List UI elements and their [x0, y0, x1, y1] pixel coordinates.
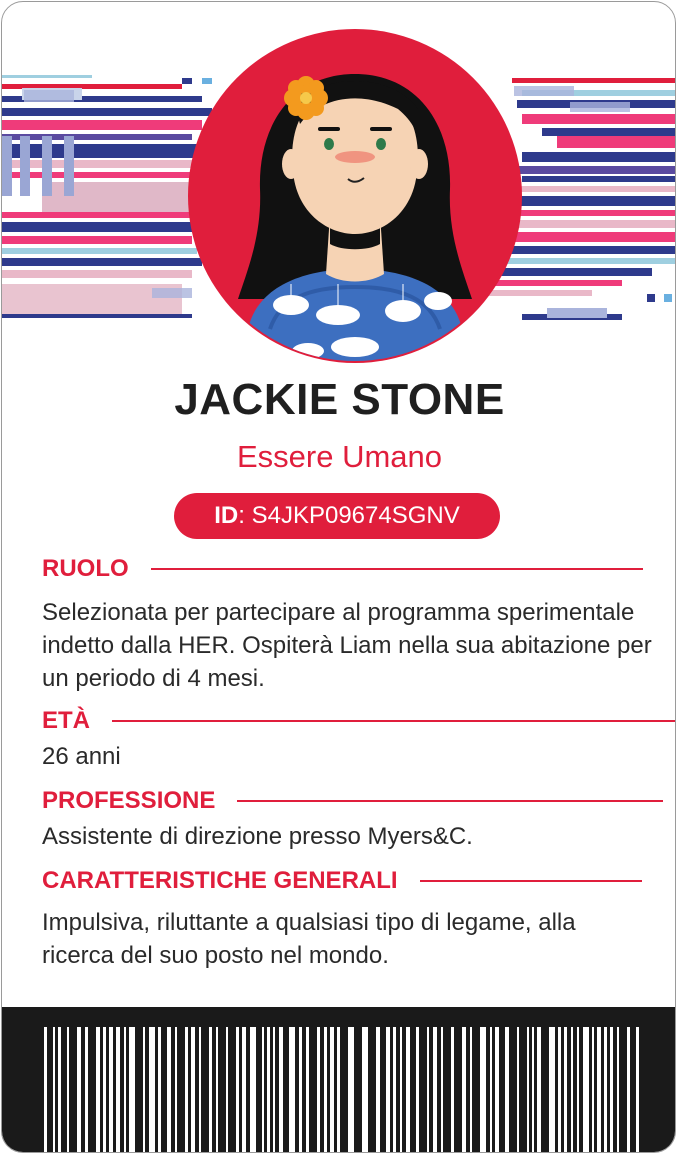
barcode-bar — [191, 1027, 195, 1153]
barcode-bar — [400, 1027, 402, 1153]
barcode-bar — [158, 1027, 161, 1153]
barcode-bar — [571, 1027, 573, 1153]
barcode-bar — [103, 1027, 106, 1153]
barcode-bar — [267, 1027, 270, 1153]
barcode-bar — [490, 1027, 492, 1153]
barcode-bar — [58, 1027, 61, 1153]
barcode-bar — [216, 1027, 218, 1153]
barcode-bar — [636, 1027, 639, 1153]
section-heading-professione: PROFESSIONE — [42, 787, 663, 815]
barcode-bar — [317, 1027, 320, 1153]
barcode-bar — [549, 1027, 555, 1153]
section-text-eta: 26 anni — [42, 743, 121, 770]
barcode-bar — [124, 1027, 126, 1153]
barcode-bar — [441, 1027, 443, 1153]
person-name: JACKIE STONE — [174, 375, 505, 424]
barcode-bar — [617, 1027, 619, 1153]
section-heading-caratteristiche: CARATTERISTICHE GENERALI — [42, 867, 642, 895]
barcode-bar — [226, 1027, 228, 1153]
barcode-bar — [451, 1027, 454, 1153]
barcode-bar — [109, 1027, 113, 1153]
barcode-bar — [376, 1027, 380, 1153]
barcode-bar — [149, 1027, 155, 1153]
barcode-bar — [362, 1027, 368, 1153]
barcode-bar — [337, 1027, 340, 1153]
barcode-bar — [299, 1027, 302, 1153]
barcode-bar — [564, 1027, 567, 1153]
barcode-bar — [167, 1027, 171, 1153]
barcode-bar — [185, 1027, 188, 1153]
barcode-bar — [262, 1027, 264, 1153]
barcode-bar — [279, 1027, 283, 1153]
orange-flower-icon — [284, 76, 328, 120]
barcode-bar — [527, 1027, 529, 1153]
barcode-bar — [330, 1027, 334, 1153]
barcode-bar — [604, 1027, 607, 1153]
barcode-bar — [470, 1027, 472, 1153]
barcode-bar — [306, 1027, 309, 1153]
section-heading-eta: ETÀ — [42, 707, 676, 735]
section-text-caratteristiche: Impulsiva, riluttante a qualsiasi tipo di legame, alla ricerca del suo posto nel mondo. — [42, 909, 576, 969]
barcode-bar — [116, 1027, 120, 1153]
barcode-bar — [577, 1027, 579, 1153]
barcode-bar — [592, 1027, 594, 1153]
barcode-bar — [242, 1027, 246, 1153]
barcode-bar — [348, 1027, 354, 1153]
barcode-bar — [324, 1027, 327, 1153]
barcode-bar — [53, 1027, 55, 1153]
barcode-bar — [96, 1027, 100, 1153]
barcode-bar — [175, 1027, 177, 1153]
barcode-bar — [597, 1027, 601, 1153]
barcode — [44, 1027, 639, 1153]
id-value: : S4JKP09674SGNV — [238, 502, 460, 529]
barcode-bar — [532, 1027, 534, 1153]
barcode-bar — [129, 1027, 135, 1153]
section-divider — [151, 568, 643, 570]
barcode-bar — [199, 1027, 201, 1153]
avatar — [188, 29, 522, 363]
section-divider — [420, 880, 642, 882]
barcode-bar — [610, 1027, 613, 1153]
barcode-bar — [537, 1027, 541, 1153]
section-text-ruolo: Selezionata per partecipare al programma sperimentale indetto dalla HER. Ospiterà Liam nella sua abitazione per un periodo di 4 mesi. — [42, 599, 652, 692]
id-label: ID — [214, 502, 239, 529]
barcode-bar — [433, 1027, 437, 1153]
section-divider — [112, 720, 676, 722]
barcode-bar — [583, 1027, 589, 1153]
barcode-bar — [209, 1027, 212, 1153]
barcode-bar — [627, 1027, 630, 1153]
barcode-bar — [386, 1027, 390, 1153]
barcode-bar — [273, 1027, 275, 1153]
barcode-bar — [250, 1027, 256, 1153]
barcode-bar — [416, 1027, 419, 1153]
barcode-bar — [495, 1027, 499, 1153]
barcode-bar — [480, 1027, 486, 1153]
id-card — [1, 1, 676, 1153]
barcode-bar — [462, 1027, 466, 1153]
barcode-bar — [44, 1027, 47, 1153]
barcode-bar — [517, 1027, 519, 1153]
barcode-bar — [85, 1027, 88, 1153]
barcode-bar — [143, 1027, 145, 1153]
barcode-bar — [289, 1027, 295, 1153]
person-species: Essere Umano — [236, 439, 443, 474]
section-heading-ruolo: RUOLO — [42, 555, 643, 583]
barcode-bar — [393, 1027, 396, 1153]
barcode-bar — [427, 1027, 429, 1153]
barcode-bar — [406, 1027, 410, 1153]
section-divider — [237, 800, 663, 802]
section-text-professione: Assistente di direzione presso Myers&C. — [42, 823, 473, 850]
id-badge — [174, 493, 500, 539]
barcode-bar — [505, 1027, 509, 1153]
barcode-strip — [2, 1007, 676, 1153]
barcode-bar — [236, 1027, 239, 1153]
barcode-bar — [67, 1027, 69, 1153]
barcode-bar — [77, 1027, 81, 1153]
barcode-bar — [558, 1027, 561, 1153]
